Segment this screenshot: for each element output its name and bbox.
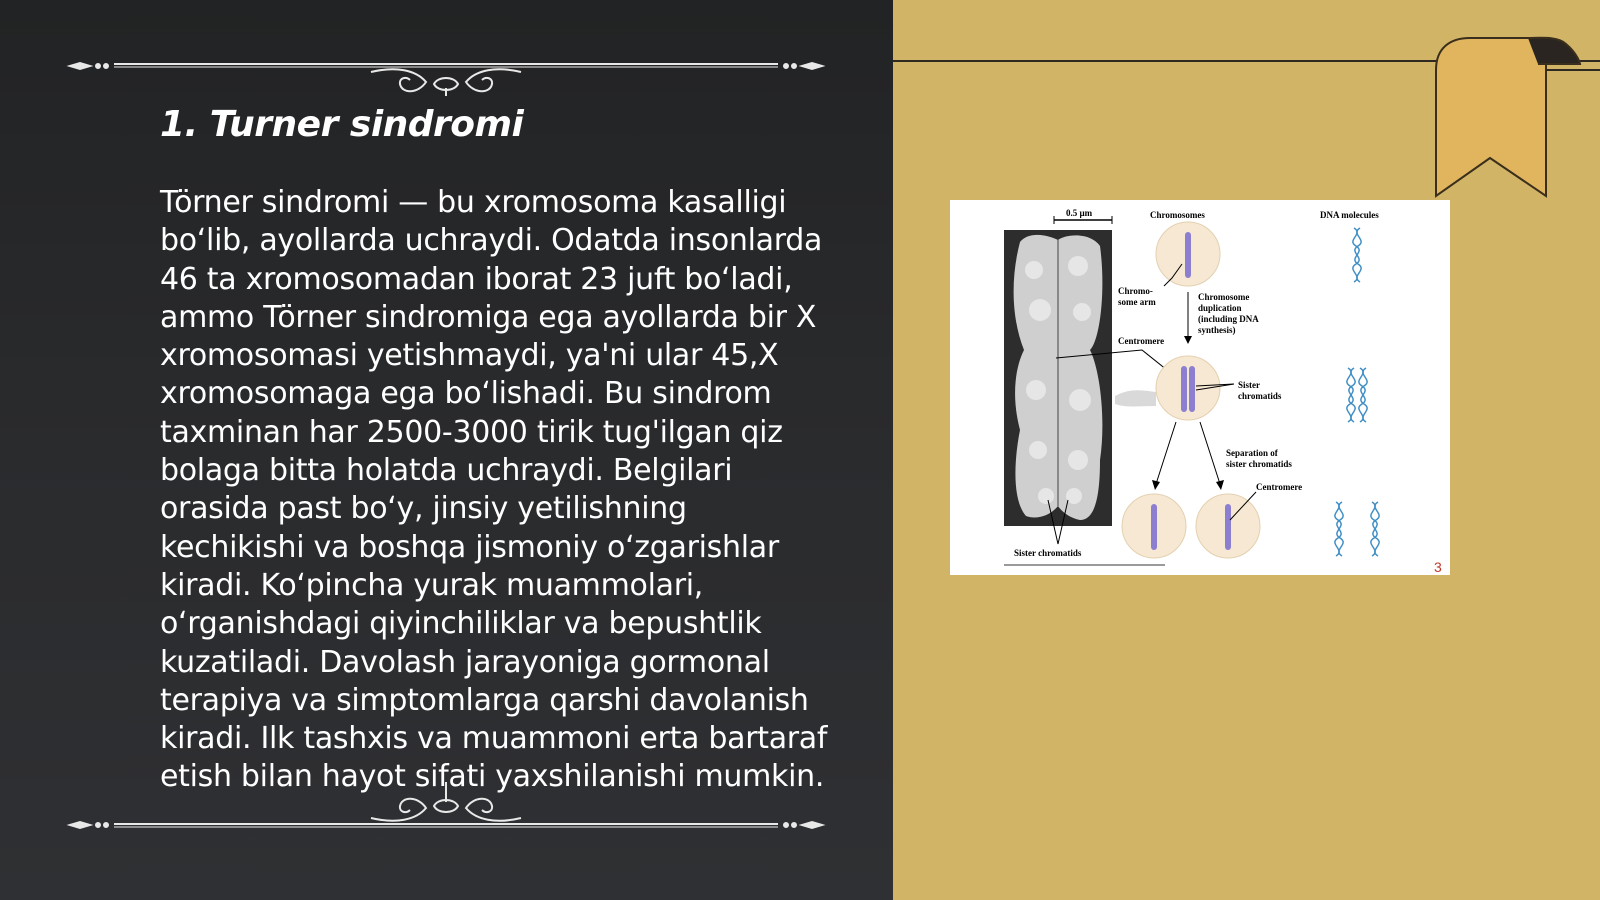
top-ornament-divider <box>66 36 826 96</box>
sister-chromatids-bottom-label: Sister chromatids <box>1014 548 1082 558</box>
chromosome-diagram <box>950 200 1450 575</box>
scale-bar-label: 0.5 µm <box>1066 208 1093 218</box>
sister-chromatids-label-2: chromatids <box>1238 391 1282 401</box>
bottom-ornament-divider <box>66 782 826 842</box>
sister-chromatids-label-1: Sister <box>1238 380 1260 390</box>
duplication-label-4: synthesis) <box>1198 325 1236 335</box>
chromosome-arm-label-2: some arm <box>1118 297 1156 307</box>
single-chromatid <box>1185 232 1191 278</box>
page-number: 3 <box>1434 559 1442 575</box>
bookmark-ribbon <box>1430 30 1600 200</box>
chromosome-arm-label-1: Chromo- <box>1118 286 1153 296</box>
slide-body-text: Törner sindromi — bu xromosoma kasalligi bo‘lib, ayollarda uchraydi. Odatda insonlarda 46 ta xromosomadan iborat 23 juft bo‘ladi, ammo Törner sindromiga ega ayollarda bir X xromosomasi yetishmaydi, ya'ni ular 45,X xromosomaga ega bo‘lishadi. Bu sindrom taxminan har 2500-3000 tirik tug'ilgan qiz bolaga bitta holatda uchraydi. Belgilari orasida past bo‘y, jinsiy yetilishning kechikishi va boshqa jismoniy o‘zgarishlar kiradi. Ko‘pincha yurak muammolari, o‘rganishdagi qiyinchiliklar va bepushtlik kuzatiladi. Davolash jarayoniga gormonal terapiya va simptomlarga qarshi davolanish kiradi. Ilk tashxis va muammoni erta bartaraf etish bilan hayot sifati yaxshilanishi mumkin. <box>160 185 828 795</box>
separation-label-1: Separation of <box>1226 448 1278 458</box>
slide-title: 1. Turner sindromi <box>160 104 524 145</box>
duplication-label-1: Chromosome <box>1198 292 1250 302</box>
duplication-label-3: (including DNA <box>1198 314 1259 324</box>
centromere-label-bottom: Centromere <box>1256 482 1303 492</box>
dna-molecule-icons <box>1335 228 1379 556</box>
chromosome-micrograph <box>1004 230 1112 526</box>
chromosomes-header: Chromosomes <box>1150 210 1205 220</box>
duplication-label-2: duplication <box>1198 303 1242 313</box>
centromere-label-top: Centromere <box>1118 336 1165 346</box>
dna-molecules-header: DNA molecules <box>1320 210 1379 220</box>
separation-label-2: sister chromatids <box>1226 459 1292 469</box>
